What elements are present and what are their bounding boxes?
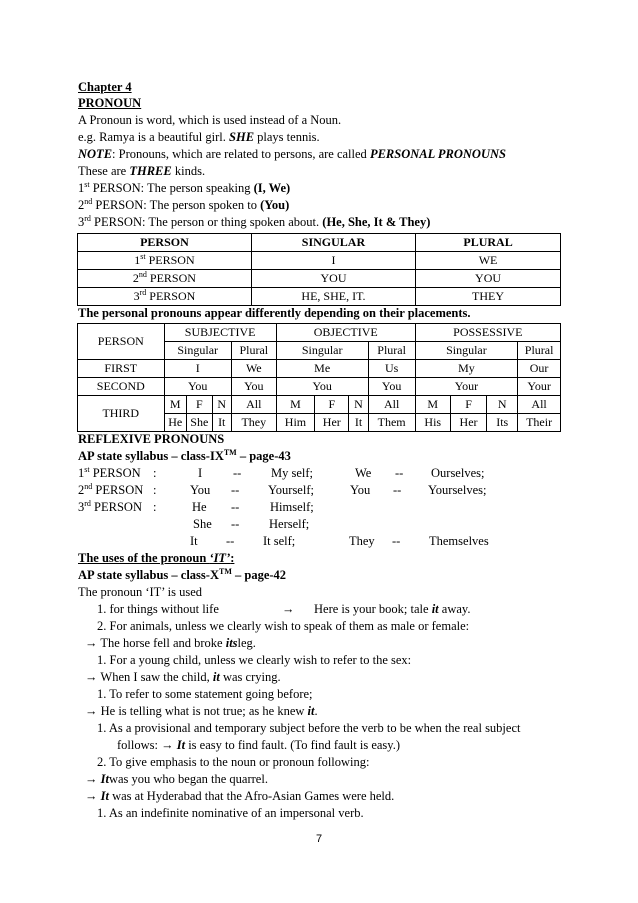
person-label: PERSON (146, 271, 196, 285)
example-line (78, 130, 320, 145)
group-header-subjective: SUBJECTIVE (164, 324, 276, 342)
ordinal-sup: st (140, 252, 146, 261)
table-cell: Me (276, 360, 368, 378)
uses-intro: The pronoun ‘IT’ is used (78, 585, 203, 599)
table-cell: All (368, 396, 415, 414)
sub-header: Singular (415, 342, 518, 360)
dash: -- (231, 517, 240, 531)
example-arrow-line (85, 670, 281, 685)
example-text: The horse fell and broke (100, 636, 226, 650)
plural-reflexive: Yourselves; (428, 483, 487, 497)
example-emphasis: it (212, 670, 220, 684)
table-cell: M (415, 396, 450, 414)
reflexive-syllabus (78, 449, 291, 464)
note-label: NOTE (78, 147, 113, 161)
group-header-objective: OBJECTIVE (276, 324, 415, 342)
table-cell: F (450, 396, 486, 414)
example-suffix: was at Hyderabad that the Afro-Asian Games were held. (108, 789, 395, 803)
table-cell: Your (415, 378, 518, 396)
table-cell: We (231, 360, 276, 378)
arrow-icon: → (85, 789, 98, 803)
row-label: SECOND (78, 378, 165, 396)
list-number: 1. (97, 721, 107, 735)
singular-cell: YOU (251, 270, 415, 288)
table-cell: N (212, 396, 231, 414)
list-item (97, 721, 520, 736)
table-row (78, 360, 561, 378)
uses-title-colon: : (230, 551, 235, 565)
example-text: follows: (117, 738, 162, 752)
group-header-possessive: POSSESSIVE (415, 324, 560, 342)
example-suffix: leg. (237, 636, 256, 650)
list-text: For a young child, unless we clearly wish to refer to the sex: (109, 653, 412, 667)
table-cell: His (415, 414, 450, 432)
table-cell: It (212, 414, 231, 432)
list-text: As an indefinite nominative of an impersonal verb. (108, 806, 364, 820)
plural-cell: WE (416, 252, 561, 270)
row-label: THIRD (78, 396, 165, 432)
ordinal-sup: st (84, 464, 90, 474)
example-arrow-line (85, 772, 268, 787)
example-suffix: is easy to find fault. (To find fault is easy.) (185, 738, 401, 752)
table-cell: You (368, 378, 415, 396)
ordinal-sup: st (84, 179, 90, 189)
list-text: For animals, unless we clearly wish to speak of them as male or female: (109, 619, 470, 633)
case-table (77, 323, 561, 432)
person-num: 3 (78, 215, 85, 229)
trademark-sup: TM (223, 447, 237, 457)
dash: -- (395, 466, 404, 480)
table-row (78, 288, 561, 306)
plural-reflexive: Ourselves; (431, 466, 485, 480)
table-cell: You (276, 378, 368, 396)
example-sentence (314, 602, 470, 617)
table-cell: N (487, 396, 518, 414)
group-header-row (78, 324, 561, 342)
person-num: 1 (78, 181, 85, 195)
kinds-emphasis: THREE (129, 164, 172, 178)
table-cell: You (231, 378, 276, 396)
example-text: Here is your book; tale (314, 602, 432, 616)
sub-header: Plural (518, 342, 561, 360)
note-line (78, 147, 506, 162)
person-text: PERSON: The person spoken to (92, 198, 261, 212)
person-line-2 (78, 198, 289, 213)
uses-title (78, 551, 234, 566)
example-suffix: away. (438, 602, 471, 616)
header-cell: SINGULAR (251, 234, 415, 252)
person-num: 3 (78, 500, 85, 514)
dash: -- (231, 483, 240, 497)
table-row (78, 270, 561, 288)
pronoun: You (190, 483, 211, 497)
list-number: 2. (97, 755, 107, 769)
list-item (97, 755, 370, 770)
table-cell: Them (368, 414, 415, 432)
arrow-icon: → (85, 670, 98, 684)
ordinal-sup: rd (84, 213, 91, 223)
note-emphasis: PERSONAL PRONOUNS (369, 147, 506, 161)
ordinal-sup: nd (138, 270, 147, 279)
list-number: 1. (97, 806, 107, 820)
person-number-table (77, 233, 561, 306)
example-text: e.g. Ramya is a beautiful girl. (78, 130, 226, 144)
kinds-prefix: These are (78, 164, 130, 178)
singular-cell: HE, SHE, IT. (251, 288, 415, 306)
table-cell: All (231, 396, 276, 414)
example-emphasis: it (431, 602, 439, 616)
reflexive-person (78, 483, 143, 498)
colon: : (153, 500, 157, 514)
person-pronouns: (I, We) (253, 181, 291, 195)
table-cell: F (315, 396, 349, 414)
uses-syllabus (78, 568, 286, 583)
section-title: PRONOUN (78, 96, 142, 110)
person-num: 2 (78, 198, 85, 212)
header-cell: PLURAL (416, 234, 561, 252)
person-cell (78, 252, 252, 270)
example-emphasis: it (307, 704, 315, 718)
table-cell: N (349, 396, 368, 414)
dash: -- (231, 500, 240, 514)
table-cell: Her (315, 414, 349, 432)
person-label: PERSON (90, 500, 142, 514)
example-arrow-line (85, 789, 394, 804)
table-cell: All (518, 396, 561, 414)
person-label: PERSON (145, 253, 195, 267)
list-number: 1. (97, 602, 107, 616)
sub-header: Plural (368, 342, 415, 360)
example-emphasis: It (100, 772, 109, 786)
dash: -- (233, 466, 242, 480)
dash: -- (226, 534, 235, 548)
ordinal-sup: rd (84, 498, 91, 508)
example-emphasis: It (100, 789, 109, 803)
pronoun: He (192, 500, 207, 514)
table-header-row (78, 234, 561, 252)
list-item (97, 602, 219, 617)
person-pronouns: (You) (260, 198, 290, 212)
list-number: 2. (97, 619, 107, 633)
kinds-line (78, 164, 205, 179)
sub-header: Plural (231, 342, 276, 360)
person-header: PERSON (78, 324, 165, 360)
dash: -- (392, 534, 401, 548)
reflexive-person (78, 466, 141, 481)
uses-title-emphasis: ‘IT’ (209, 551, 231, 565)
reflexive-title: REFLEXIVE PRONOUNS (78, 432, 225, 446)
sub-header: Singular (164, 342, 231, 360)
plural-cell: YOU (416, 270, 561, 288)
pronoun: It (190, 534, 198, 548)
reflexive-form: It self; (263, 534, 296, 548)
table-row (78, 252, 561, 270)
kinds-suffix: kinds. (171, 164, 206, 178)
ordinal-sup: nd (84, 481, 93, 491)
pronoun: I (198, 466, 203, 480)
person-line-3 (78, 215, 430, 230)
page-number: 7 (315, 833, 323, 845)
example-text: When I saw the child, (100, 670, 213, 684)
table-row (78, 378, 561, 396)
person-text: PERSON: The person or thing spoken about. (90, 215, 323, 229)
table-cell: My (415, 360, 518, 378)
arrow-icon: → (282, 602, 295, 616)
table-cell: Their (518, 414, 561, 432)
colon: : (153, 466, 157, 480)
list-number: 1. (97, 687, 107, 701)
table-row (78, 396, 561, 414)
person-label: PERSON (92, 483, 144, 497)
example-text: He is telling what is not true; as he knew (100, 704, 308, 718)
syllabus-page: – page-43 (236, 449, 291, 463)
note-text: : Pronouns, which are related to persons, are called (112, 147, 370, 161)
table-cell: M (164, 396, 186, 414)
table-cell: Its (487, 414, 518, 432)
person-num: 2 (78, 483, 85, 497)
syllabus-text: AP state syllabus – class-IX (78, 449, 224, 463)
person-num: 2 (132, 271, 139, 285)
placement-note: The personal pronouns appear differently depending on their placements. (78, 306, 471, 320)
list-item (97, 653, 411, 668)
person-cell (78, 270, 252, 288)
table-cell: Us (368, 360, 415, 378)
plural-cell: THEY (416, 288, 561, 306)
example-suffix: was crying. (219, 670, 281, 684)
row-label: FIRST (78, 360, 165, 378)
list-item (97, 806, 364, 821)
list-item (97, 619, 469, 634)
reflexive-person (78, 500, 142, 515)
person-num: 1 (134, 253, 141, 267)
table-cell: Your (518, 378, 561, 396)
table-cell: Our (518, 360, 561, 378)
person-label: PERSON (89, 466, 141, 480)
table-cell: F (186, 396, 212, 414)
person-text: PERSON: The person speaking (89, 181, 254, 195)
example-arrow-line (85, 704, 318, 719)
list-text: To give emphasis to the noun or pronoun following: (109, 755, 370, 769)
table-cell: He (164, 414, 186, 432)
person-pronouns: (He, She, It & They) (322, 215, 431, 229)
person-line-1 (78, 181, 290, 196)
list-text: To refer to some statement going before; (109, 687, 313, 701)
example-arrow-line (85, 636, 256, 651)
example-emphasis: SHE (229, 130, 255, 144)
sub-header: Singular (276, 342, 368, 360)
plural-pronoun: They (349, 534, 375, 548)
example-emphasis: It (176, 738, 186, 752)
table-cell: You (164, 378, 231, 396)
ordinal-sup: nd (84, 196, 93, 206)
table-cell: Her (450, 414, 486, 432)
person-num: 1 (78, 466, 85, 480)
person-label: PERSON (146, 289, 196, 303)
table-cell: M (276, 396, 314, 414)
list-number: 1. (97, 653, 107, 667)
pronoun: She (193, 517, 212, 531)
example-suffix: plays tennis. (254, 130, 320, 144)
trademark-sup: TM (218, 566, 232, 576)
plural-reflexive: Themselves (429, 534, 489, 548)
example-suffix: was you who began the quarrel. (108, 772, 268, 786)
list-text: for things without life (109, 602, 219, 616)
table-cell: It (349, 414, 368, 432)
ordinal-sup: rd (139, 288, 147, 297)
example-continuation (117, 738, 400, 753)
table-cell: They (231, 414, 276, 432)
reflexive-form: Herself; (269, 517, 310, 531)
list-text: As a provisional and temporary subject before the verb to be when the real subject (108, 721, 521, 735)
arrow-icon: → (85, 704, 98, 718)
arrow-icon: → (85, 772, 98, 786)
person-num: 3 (133, 289, 140, 303)
singular-cell: I (251, 252, 415, 270)
example-emphasis: its (225, 636, 238, 650)
list-item (97, 687, 313, 702)
plural-pronoun: We (355, 466, 372, 480)
reflexive-form: My self; (271, 466, 314, 480)
arrow-icon: → (85, 636, 98, 650)
syllabus-text: AP state syllabus – class-X (78, 568, 219, 582)
plural-pronoun: You (350, 483, 371, 497)
definition-line: A Pronoun is word, which is used instead of a Noun. (78, 113, 342, 127)
example-suffix: . (314, 704, 318, 718)
table-cell: She (186, 414, 212, 432)
dash: -- (393, 483, 402, 497)
person-cell (78, 288, 252, 306)
uses-title-text: The uses of the pronoun (78, 551, 210, 565)
table-cell: Him (276, 414, 314, 432)
reflexive-form: Yourself; (268, 483, 314, 497)
arrow-icon: → (161, 738, 174, 752)
chapter-heading: Chapter 4 (78, 80, 132, 94)
reflexive-form: Himself; (270, 500, 314, 514)
syllabus-page: – page-42 (231, 568, 287, 582)
header-cell: PERSON (78, 234, 252, 252)
table-cell: I (164, 360, 231, 378)
colon: : (153, 483, 157, 497)
